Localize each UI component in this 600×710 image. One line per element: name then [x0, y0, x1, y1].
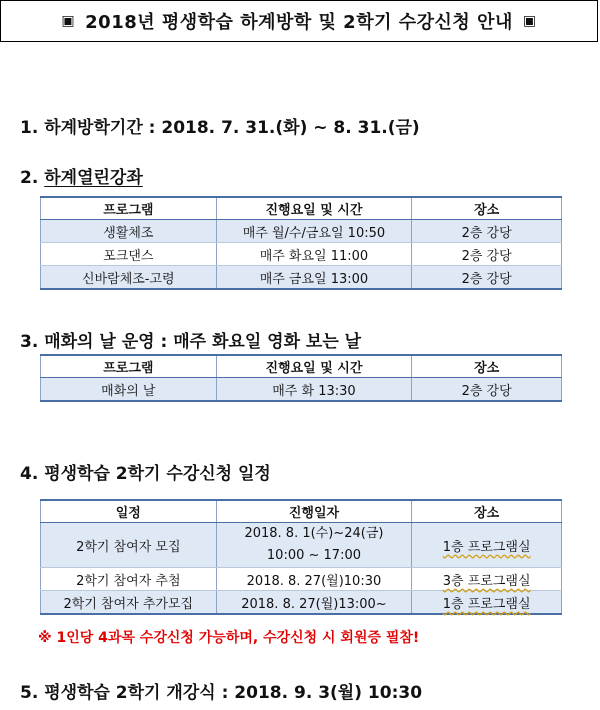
square-bullet-icon: ▣	[522, 13, 537, 29]
section1-heading: 1. 하계방학기간 : 2018. 7. 31.(화) ~ 8. 31.(금)	[20, 118, 420, 138]
section5-heading: 5. 평생학습 2학기 개강식 : 2018. 9. 3(월) 10:30	[20, 683, 423, 703]
column-header: 진행요일 및 시간	[216, 197, 412, 220]
table-cell	[412, 591, 562, 615]
location-text: 3층 프로그램실	[442, 573, 531, 589]
table-cell	[412, 568, 562, 591]
table-cell: 2학기 참여자 추첨	[41, 568, 217, 591]
page-title-text: 2018년 평생학습 하계방학 및 2학기 수강신청 안내	[85, 12, 513, 33]
table-cell	[216, 523, 412, 568]
summer-courses-table	[40, 196, 562, 290]
section2-title: 하계열린강좌	[44, 168, 143, 188]
location-text: 1층 프로그램실	[442, 596, 531, 612]
column-header: 장소	[412, 197, 562, 220]
table-row	[41, 568, 562, 591]
date-range: 2018. 8. 1(수)~24(금)	[244, 526, 384, 541]
table-row	[41, 378, 562, 402]
table-row	[41, 523, 562, 568]
table-cell	[412, 523, 562, 568]
column-header: 장소	[412, 355, 562, 378]
column-header: 장소	[412, 500, 562, 523]
column-header: 일정	[41, 500, 217, 523]
table-row	[41, 266, 562, 290]
registration-schedule-table	[40, 499, 562, 615]
column-header: 진행요일 및 시간	[216, 355, 412, 378]
table-cell: 2학기 참여자 추가모집	[41, 591, 217, 615]
table-cell: 매화의 날	[41, 378, 217, 402]
table-header-row	[41, 355, 562, 378]
table-header-row	[41, 500, 562, 523]
table-cell: 매주 화요일 11:00	[216, 243, 412, 266]
table-cell: 2층 강당	[412, 378, 562, 402]
column-header: 프로그램	[41, 197, 217, 220]
table-cell: 포크댄스	[41, 243, 217, 266]
table-header-row	[41, 197, 562, 220]
table-cell: 매주 금요일 13:00	[216, 266, 412, 290]
section2-heading	[20, 163, 143, 188]
registration-note: ※ 1인당 4과목 수강신청 가능하며, 수강신청 시 회원증 필참!	[38, 630, 420, 646]
plum-day-table	[40, 354, 562, 402]
page-title	[0, 0, 598, 42]
table-cell: 매주 월/수/금요일 10:50	[216, 220, 412, 243]
location-text: 1층 프로그램실	[442, 539, 531, 555]
table-cell: 2층 강당	[412, 220, 562, 243]
column-header: 프로그램	[41, 355, 217, 378]
column-header: 진행일자	[216, 500, 412, 523]
table-cell: 2학기 참여자 모집	[41, 523, 217, 568]
table-cell: 2018. 8. 27(월)13:00~	[216, 591, 412, 615]
section3-heading: 3. 매화의 날 운영 : 매주 화요일 영화 보는 날	[20, 332, 362, 352]
section2-number: 2.	[20, 168, 39, 188]
table-row	[41, 591, 562, 615]
table-cell: 신바람체조-고령	[41, 266, 217, 290]
table-cell: 생활체조	[41, 220, 217, 243]
time-range: 10:00 ~ 17:00	[266, 548, 361, 563]
table-row	[41, 220, 562, 243]
table-cell: 2층 강당	[412, 266, 562, 290]
table-cell: 2층 강당	[412, 243, 562, 266]
table-row	[41, 243, 562, 266]
square-bullet-icon: ▣	[61, 13, 76, 29]
section4-heading: 4. 평생학습 2학기 수강신청 일정	[20, 464, 271, 484]
table-cell: 매주 화 13:30	[216, 378, 412, 402]
table-cell: 2018. 8. 27(월)10:30	[216, 568, 412, 591]
